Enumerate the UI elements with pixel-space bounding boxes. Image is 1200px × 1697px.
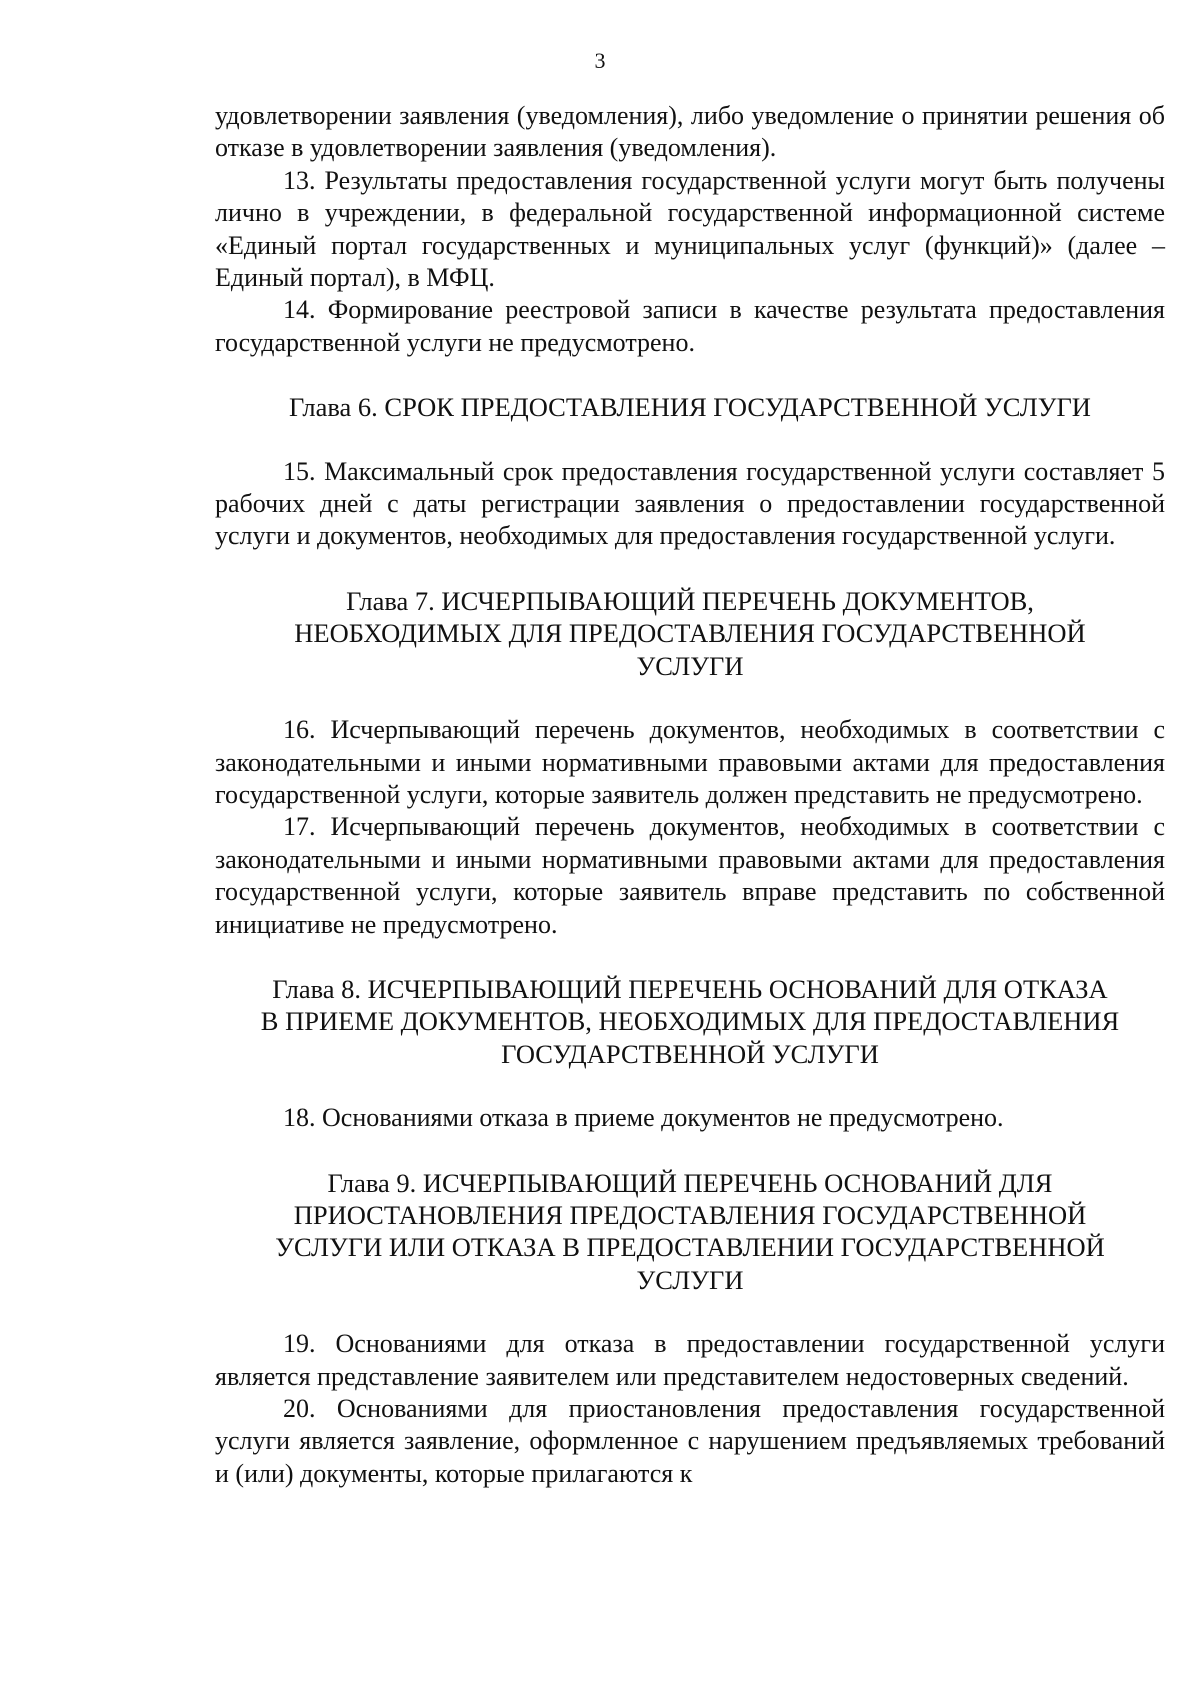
heading-line: НЕОБХОДИМЫХ ДЛЯ ПРЕДОСТАВЛЕНИЯ ГОСУДАРСТВЕННОЙ [294,618,1086,649]
paragraph-16: 16. Исчерпывающий перечень документов, необходимых в соответствии с законодательными и иными нормативными правовыми актами для предоставления государственной услуги, которые заявитель должен представить не предусмотрено. [215,715,1165,809]
heading-line: Глава 8. ИСЧЕРПЫВАЮЩИЙ ПЕРЕЧЕНЬ ОСНОВАНИЙ ДЛЯ ОТКАЗА [272,973,1108,1004]
paragraph-continuation: удовлетворении заявления (уведомления), либо уведомление о принятии решения об отказе в удовлетворении заявления (уведомления). [215,101,1165,163]
heading-line: УСЛУГИ [636,1264,744,1295]
paragraph-13: 13. Результаты предоставления государственной услуги могут быть получены лично в учреждении, в федеральной государственной информационной системе «Единый портал государственных и муниципальных услуг (функций)» (далее – Единый портал), в МФЦ. [215,165,1165,293]
heading-line: УСЛУГИ ИЛИ ОТКАЗА В ПРЕДОСТАВЛЕНИИ ГОСУДАРСТВЕННОЙ [275,1232,1105,1263]
paragraph-15: 15. Максимальный срок предоставления государственной услуги составляет 5 рабочих дней с даты регистрации заявления о предоставлении государственной услуги и документов, необходимых для предоставления государственной услуги. [215,456,1165,551]
heading-line: ПРИОСТАНОВЛЕНИЯ ПРЕДОСТАВЛЕНИЯ ГОСУДАРСТВЕННОЙ [293,1199,1087,1230]
document-body [215,100,1165,1490]
chapter-7-heading [215,585,1165,682]
page-number: 3 [594,48,606,73]
heading-line: УСЛУГИ [636,650,744,681]
heading-line: Глава 6. СРОК ПРЕДОСТАВЛЕНИЯ ГОСУДАРСТВЕННОЙ УСЛУГИ [289,392,1091,423]
paragraph-20: 20. Основаниями для приостановления предоставления государственной услуги является заявление, оформленное с нарушением предъявляемых требований и (или) документы, которые прилагаются к [215,1394,1165,1488]
paragraph-14: 14. Формирование реестровой записи в качестве результата предоставления государственной услуги не предусмотрено. [215,295,1165,357]
chapter-6-heading [215,391,1165,423]
paragraph-19: 19. Основаниями для отказа в предоставлении государственной услуги является представление заявителем или представителем недостоверных сведений. [215,1329,1165,1391]
paragraph-17: 17. Исчерпывающий перечень документов, необходимых в соответствии с законодательными и иными нормативными правовыми актами для предоставления государственной услуги, которые заявитель вправе представить по собственной инициативе не предусмотрено. [215,812,1165,939]
chapter-9-heading [215,1167,1165,1297]
heading-line: ГОСУДАРСТВЕННОЙ УСЛУГИ [501,1038,879,1069]
chapter-8-heading [215,973,1165,1070]
heading-line: Глава 9. ИСЧЕРПЫВАЮЩИЙ ПЕРЕЧЕНЬ ОСНОВАНИЙ ДЛЯ [327,1167,1053,1198]
heading-line: Глава 7. ИСЧЕРПЫВАЮЩИЙ ПЕРЕЧЕНЬ ДОКУМЕНТОВ, [346,585,1034,616]
paragraph-18: 18. Основаниями отказа в приеме документов не предусмотрено. [283,1103,1004,1133]
heading-line: В ПРИЕМЕ ДОКУМЕНТОВ, НЕОБХОДИМЫХ ДЛЯ ПРЕДОСТАВЛЕНИЯ [260,1006,1120,1037]
